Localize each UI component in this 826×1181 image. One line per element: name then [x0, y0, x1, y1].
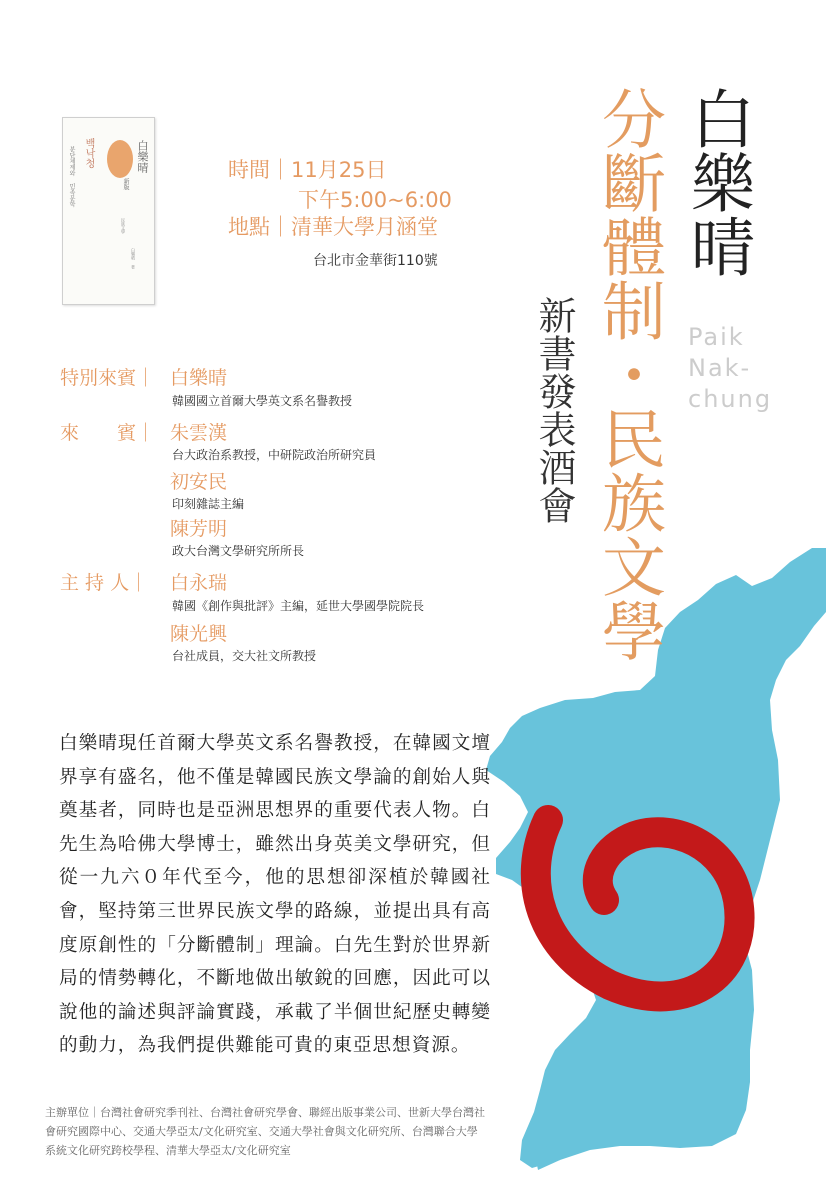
- special-guest-name: 白樂晴: [170, 367, 228, 389]
- guest-role-2: 印刻雜誌主編: [172, 497, 245, 511]
- host-role-1: 韓國《創作與批評》主編，延世大學國學院院長: [172, 599, 425, 613]
- book-cover-orange-circle: [107, 140, 133, 178]
- special-guest-label: 特別來賓｜: [60, 367, 156, 389]
- author-english-name: Paik Nak-chung: [688, 323, 773, 413]
- book-cover-small-text: 白樂晴 著: [131, 248, 136, 269]
- author-chinese-name: 白樂晴: [680, 86, 754, 278]
- event-time-detail: 下午5:00~6:00: [298, 188, 452, 212]
- host-name-1: 白永瑞: [170, 572, 228, 594]
- book-cover-image: [62, 117, 155, 305]
- host-name-2: 陳光興: [170, 623, 228, 645]
- book-title: 分斷體制・民族文學: [591, 86, 665, 662]
- organizers-label: 主辦單位｜: [45, 1106, 100, 1119]
- description-paragraph: 白樂晴現任首爾大學英文系名譽教授，在韓國文壇界享有盛名，他不僅是韓國民族文學論的創始人與奠基者，同時也是亞洲思想界的重要代表人物。白先生為哈佛大學博士，雖然出身英美文學研究，但從一九六０年代至今，他的思想卻深植於韓國社會，堅持第三世界民族文學的路線，並提出具有高度原創性的「分斷體制」理論。白先生對於世界新局的情勢轉化，不斷地做出敏銳的回應，因此可以說他的論述與評論實踐，承載了半個世紀歷史轉變的動力，為我們提供難能可貴的東亞思想資源。: [59, 733, 491, 1057]
- guest-name-1: 朱雲漢: [170, 422, 228, 444]
- guest-name-3: 陳芳明: [170, 518, 228, 540]
- organizers-text: 台灣社會研究季刊社、台灣社會研究學會、聯經出版事業公司、世新大學台灣社會研究國際中心、交通大學亞太/文化研究室、交通大學社會與文化研究所、台灣聯合大學系統文化研究跨校學程、清華大學亞太/文化研究室: [45, 1106, 485, 1157]
- guest-role-3: 政大台灣文學研究所所長: [172, 544, 305, 558]
- host-role-2: 台社成員，交大社文所教授: [172, 649, 317, 663]
- book-cover-chinese-author: 白樂晴: [136, 140, 149, 173]
- guest-role-1: 台大政治系教授，中研院政治所研究員: [172, 448, 377, 462]
- guest-name-2: 初安民: [170, 471, 228, 493]
- book-cover-korean-author: 백낙청: [83, 138, 94, 168]
- event-time: 時間｜11月25日: [228, 158, 387, 182]
- event-subtitle: 新書發表酒會: [532, 296, 576, 524]
- book-cover-korean-subtitle: 분단체제와 민족문학: [68, 146, 75, 207]
- host-label: 主 持 人｜: [60, 572, 149, 594]
- special-guest-role: 韓國國立首爾大學英文系名譽教授: [172, 394, 353, 408]
- book-cover-mark: 新版: [122, 178, 129, 190]
- event-address: 台北市金華街110號: [313, 253, 438, 269]
- event-place: 地點｜清華大學月涵堂: [228, 215, 438, 239]
- book-cover-chinese-title: 民族文學: [121, 218, 126, 234]
- organizers: [45, 1103, 487, 1160]
- guest-label: 來 賓｜: [60, 422, 156, 444]
